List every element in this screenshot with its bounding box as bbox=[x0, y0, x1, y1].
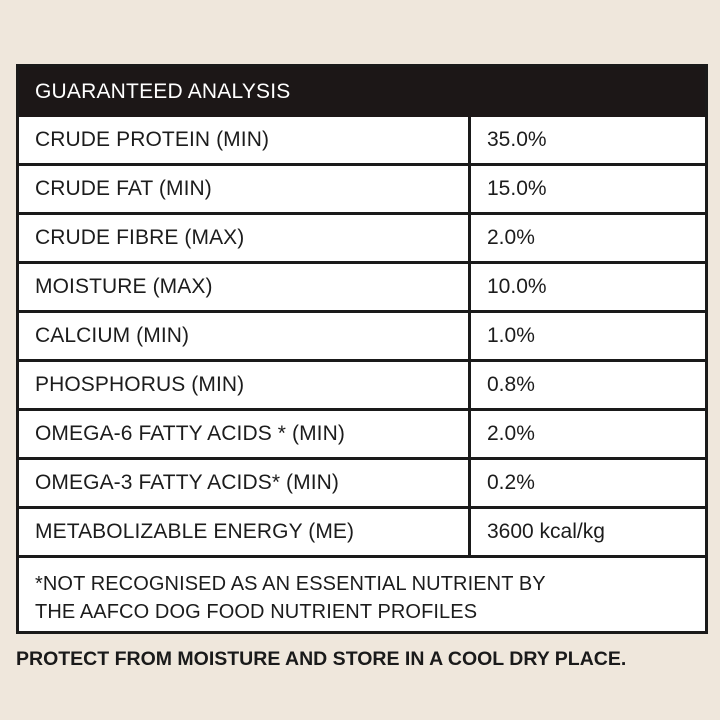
row-label-omega-6: OMEGA-6 FATTY ACIDS * (MIN) bbox=[19, 411, 471, 457]
row-label-crude-protein: CRUDE PROTEIN (MIN) bbox=[19, 117, 471, 163]
table-row bbox=[19, 408, 705, 457]
panel-title: GUARANTEED ANALYSIS bbox=[19, 67, 705, 117]
table-row bbox=[19, 212, 705, 261]
row-value-phosphorus: 0.8% bbox=[487, 373, 535, 396]
row-value-crude-protein: 35.0% bbox=[487, 128, 547, 151]
footnote bbox=[19, 555, 705, 634]
row-label-calcium: CALCIUM (MIN) bbox=[19, 313, 471, 359]
analysis-table bbox=[19, 117, 705, 555]
storage-instructions: PROTECT FROM MOISTURE AND STORE IN A COOL DRY PLACE. bbox=[16, 648, 627, 670]
row-label-crude-fat: CRUDE FAT (MIN) bbox=[19, 166, 471, 212]
row-label-metabolizable-energy: METABOLIZABLE ENERGY (ME) bbox=[19, 509, 471, 555]
table-row bbox=[19, 261, 705, 310]
row-label-omega-3: OMEGA-3 FATTY ACIDS* (MIN) bbox=[19, 460, 471, 506]
footnote-line-2: THE AAFCO DOG FOOD NUTRIENT PROFILES bbox=[35, 601, 478, 623]
row-label-phosphorus: PHOSPHORUS (MIN) bbox=[19, 362, 471, 408]
row-value-omega-6: 2.0% bbox=[487, 422, 535, 445]
table-row bbox=[19, 117, 705, 163]
table-row bbox=[19, 457, 705, 506]
row-label-moisture: MOISTURE (MAX) bbox=[19, 264, 471, 310]
footnote-line-1: *NOT RECOGNISED AS AN ESSENTIAL NUTRIENT BY bbox=[35, 573, 546, 595]
row-value-omega-3: 0.2% bbox=[487, 471, 535, 494]
row-label-crude-fibre: CRUDE FIBRE (MAX) bbox=[19, 215, 471, 261]
table-row bbox=[19, 506, 705, 555]
table-row bbox=[19, 359, 705, 408]
row-value-metabolizable-energy: 3600 kcal/kg bbox=[487, 520, 605, 543]
table-row bbox=[19, 163, 705, 212]
row-value-moisture: 10.0% bbox=[487, 275, 547, 298]
row-value-crude-fibre: 2.0% bbox=[487, 226, 535, 249]
table-row bbox=[19, 310, 705, 359]
row-value-crude-fat: 15.0% bbox=[487, 177, 547, 200]
guaranteed-analysis-panel bbox=[16, 64, 708, 634]
row-value-calcium: 1.0% bbox=[487, 324, 535, 347]
